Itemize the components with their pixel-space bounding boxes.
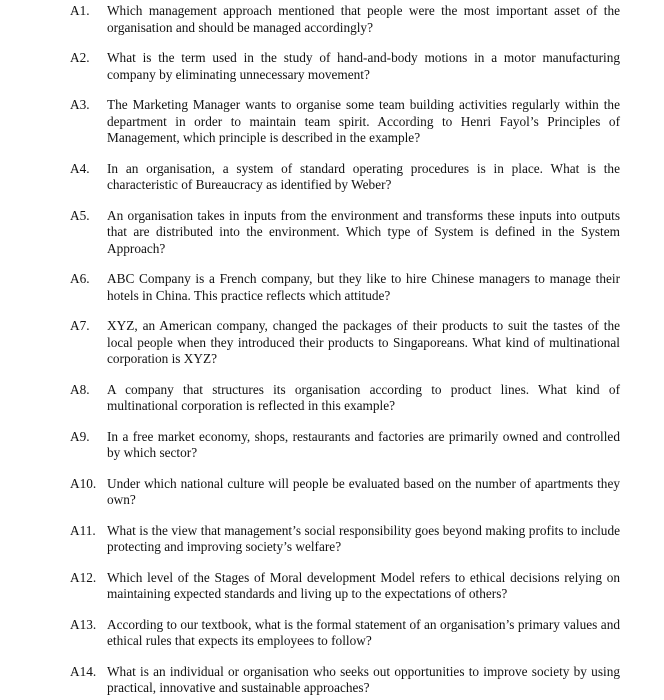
question-number: A9. [70,428,90,444]
question-a5 [70,208,620,258]
question-number: A10. [70,475,97,491]
question-a12 [70,570,620,603]
question-text: A company that structures its organisation according to product lines. What kind of multinational corporation is reflected in this example? [107,381,620,413]
question-text: What is an individual or organisation who seeks out opportunities to improve society by using practical, innovative and sustainable approaches? [107,663,620,695]
question-number: A13. [70,616,97,632]
question-a10 [70,476,620,509]
question-number: A7. [70,318,90,333]
question-a2 [70,50,620,83]
question-text: ABC Company is a French company, but they like to hire Chinese managers to manage their hotels in China. This practice reflects which attitude? [107,271,620,303]
question-number: A1. [70,3,90,18]
question-number: A14. [70,663,97,679]
question-list [70,3,620,697]
question-text: The Marketing Manager wants to organise some team building activities regularly within the department in order to maintain team spirit. According to Henri Fayol’s Principles of Management, which principle is described in the example? [107,97,620,145]
question-a14 [70,664,620,697]
question-number: A12. [70,569,97,585]
question-text: According to our textbook, what is the formal statement of an organisation’s primary values and ethical rules that expects its employees to follow? [107,616,620,648]
question-number: A4. [70,160,90,176]
question-a13 [70,617,620,650]
question-text: Which level of the Stages of Moral development Model refers to ethical decisions relying on maintaining expected standards and living up to the expectations of others? [107,569,620,601]
question-a4 [70,161,620,194]
question-number: A6. [70,271,90,286]
question-text: What is the term used in the study of hand-and-body motions in a motor manufacturing company by eliminating unnecessary movement? [107,50,620,82]
question-a3 [70,97,620,147]
question-text: In a free market economy, shops, restaurants and factories are primarily owned and controlled by which sector? [107,428,620,460]
question-number: A2. [70,50,90,65]
question-text: An organisation takes in inputs from the environment and transforms these inputs into outputs that are distributed into the environment. Which type of System is defined in the System Approach? [107,207,620,256]
question-number: A5. [70,207,90,223]
question-a11 [70,523,620,556]
question-number: A8. [70,381,90,397]
question-number: A3. [70,97,90,112]
question-a9 [70,429,620,462]
question-a7 [70,318,620,368]
question-text: What is the view that management’s social responsibility goes beyond making profits to include protecting and improving society’s welfare? [107,522,620,554]
question-a6 [70,271,620,304]
question-text: Under which national culture will people be evaluated based on the number of apartments they own? [107,475,620,507]
question-text: XYZ, an American company, changed the packages of their products to suit the tastes of the local people when they introduced their products to Singaporeans. What kind of multinational corporation is XYZ? [107,318,620,366]
question-a8 [70,382,620,415]
question-number: A11. [70,522,96,538]
question-a1 [70,3,620,36]
question-text: In an organisation, a system of standard operating procedures is in place. What is the characteristic of Bureaucracy as identified by Weber? [107,160,620,192]
question-text: Which management approach mentioned that people were the most important asset of the organisation and should be managed accordingly? [107,3,620,35]
